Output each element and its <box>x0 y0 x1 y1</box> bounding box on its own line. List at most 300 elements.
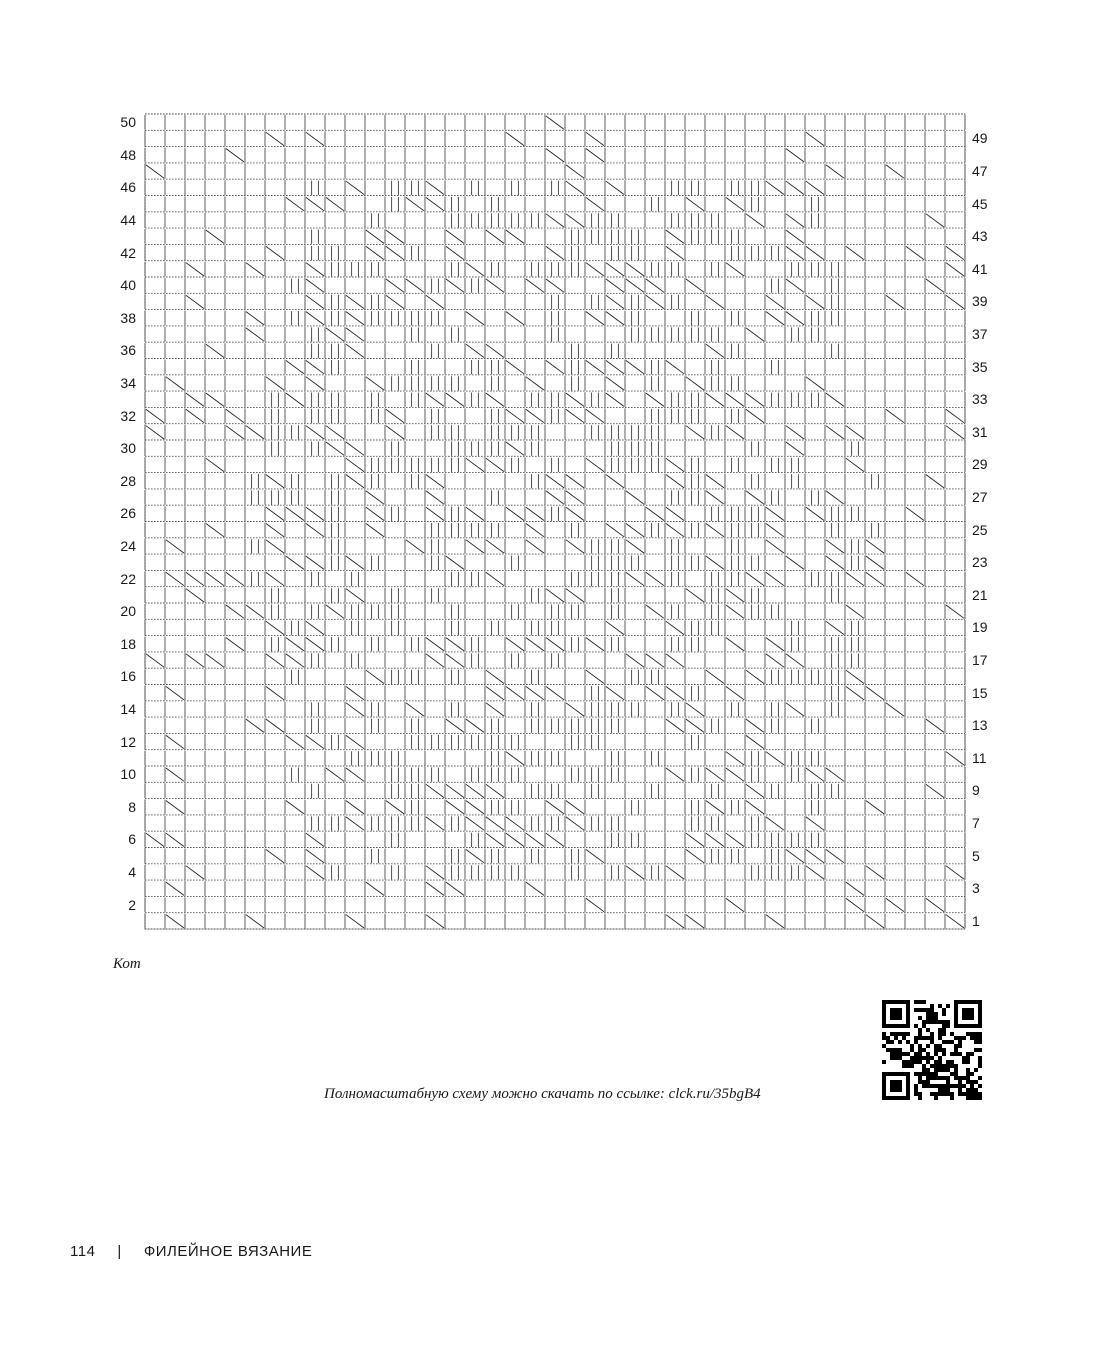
diagonal-stitch <box>586 149 604 162</box>
page-footer <box>70 1243 312 1260</box>
qr-module <box>926 1076 930 1080</box>
qr-module <box>954 1084 958 1088</box>
diagonal-stitch <box>506 230 524 243</box>
diagonal-stitch <box>326 426 344 439</box>
diagonal-stitch <box>566 703 584 716</box>
diagonal-stitch <box>486 279 504 292</box>
row-number-label: 11 <box>972 749 987 766</box>
qr-module <box>970 1096 974 1100</box>
diagonal-stitch <box>346 556 364 569</box>
diagonal-stitch <box>306 621 324 634</box>
diagonal-stitch <box>466 507 484 520</box>
qr-module <box>894 1056 898 1060</box>
diagonal-stitch <box>546 279 564 292</box>
qr-module <box>902 1064 906 1068</box>
qr-module <box>958 1092 962 1096</box>
diagonal-stitch <box>726 263 744 276</box>
qr-module <box>926 1020 930 1024</box>
diagonal-stitch <box>386 801 404 814</box>
qr-module <box>918 1016 922 1020</box>
diagonal-stitch <box>626 540 644 553</box>
diagonal-stitch <box>546 687 564 700</box>
qr-module <box>974 1068 978 1072</box>
diagonal-stitch <box>586 263 604 276</box>
diagonal-stitch <box>506 409 524 422</box>
qr-module <box>962 1076 966 1080</box>
diagonal-stitch <box>626 279 644 292</box>
diagonal-stitch <box>266 572 284 585</box>
diagonal-stitch <box>766 524 784 537</box>
page-number: 114 <box>70 1243 96 1260</box>
qr-module <box>978 1084 982 1088</box>
diagonal-stitch <box>426 491 444 504</box>
qr-module <box>974 1048 978 1052</box>
row-number-label: 18 <box>120 635 136 652</box>
diagonal-stitch <box>326 605 344 618</box>
diagonal-stitch <box>686 198 704 211</box>
diagonal-stitch <box>346 817 364 830</box>
qr-module <box>970 1036 974 1040</box>
row-number-label: 15 <box>972 684 988 701</box>
qr-module <box>926 1080 930 1084</box>
qr-module <box>966 1068 970 1072</box>
diagonal-stitch <box>646 507 664 520</box>
qr-module <box>926 1016 930 1020</box>
row-number-label: 20 <box>120 603 136 620</box>
diagonal-stitch <box>826 768 844 781</box>
qr-module <box>934 1020 938 1024</box>
qr-module <box>914 1040 918 1044</box>
qr-module <box>942 1008 946 1012</box>
qr-module <box>942 1068 946 1072</box>
diagonal-stitch <box>646 687 664 700</box>
diagonal-stitch <box>666 687 684 700</box>
diagonal-stitch <box>786 850 804 863</box>
qr-module <box>926 1044 930 1048</box>
diagonal-stitch <box>166 687 184 700</box>
diagonal-stitch <box>326 442 344 455</box>
section-title: ФИЛЕЙНОЕ ВЯЗАНИЕ <box>143 1243 313 1260</box>
qr-module <box>938 1092 942 1096</box>
row-number-label: 29 <box>972 456 988 473</box>
qr-module <box>942 1092 946 1096</box>
row-number-label: 42 <box>120 244 136 261</box>
diagonal-stitch <box>686 589 704 602</box>
diagonal-stitch <box>626 654 644 667</box>
qr-module <box>966 1076 970 1080</box>
qr-module <box>974 1032 978 1036</box>
qr-module <box>958 1080 962 1084</box>
diagonal-stitch <box>306 377 324 390</box>
diagonal-stitch <box>266 246 284 259</box>
row-number-label: 2 <box>128 896 136 913</box>
qr-module <box>894 1048 898 1052</box>
qr-module <box>978 1076 982 1080</box>
diagonal-stitch <box>246 312 264 325</box>
diagonal-stitch <box>806 507 824 520</box>
diagonal-stitch <box>586 312 604 325</box>
diagonal-stitch <box>226 426 244 439</box>
row-number-label: 40 <box>120 277 136 294</box>
diagonal-stitch <box>266 540 284 553</box>
diagonal-stitch <box>466 263 484 276</box>
diagonal-stitch <box>746 735 764 748</box>
diagonal-stitch <box>526 409 544 422</box>
qr-module <box>914 1088 918 1092</box>
diagonal-stitch <box>266 507 284 520</box>
diagonal-stitch <box>406 540 424 553</box>
diagonal-stitch <box>706 491 724 504</box>
qr-finder-pattern <box>890 1008 902 1020</box>
row-number-label: 44 <box>120 211 136 228</box>
diagonal-stitch <box>706 295 724 308</box>
diagonal-stitch <box>346 181 364 194</box>
row-number-label: 23 <box>972 554 988 571</box>
diagonal-stitch <box>486 393 504 406</box>
qr-module <box>934 1096 938 1100</box>
qr-module <box>902 1032 906 1036</box>
diagonal-stitch <box>426 882 444 895</box>
row-number-label: 24 <box>120 537 136 554</box>
qr-module <box>958 1040 962 1044</box>
diagonal-stitch <box>466 719 484 732</box>
qr-module <box>918 1060 922 1064</box>
qr-module <box>926 1028 930 1032</box>
qr-module <box>930 1020 934 1024</box>
diagonal-stitch <box>686 377 704 390</box>
row-number-label: 7 <box>972 815 980 832</box>
diagonal-stitch <box>746 801 764 814</box>
footer-separator: | <box>117 1243 122 1260</box>
diagonal-stitch <box>346 458 364 471</box>
qr-module <box>914 1036 918 1040</box>
diagonal-stitch <box>726 898 744 911</box>
diagonal-stitch <box>746 670 764 683</box>
diagonal-stitch <box>246 605 264 618</box>
qr-module <box>942 1064 946 1068</box>
diagonal-stitch <box>166 377 184 390</box>
diagonal-stitch <box>206 524 224 537</box>
diagonal-stitch <box>486 670 504 683</box>
qr-module <box>930 1056 934 1060</box>
qr-module <box>906 1052 910 1056</box>
qr-module <box>898 1032 902 1036</box>
diagonal-stitch <box>666 768 684 781</box>
diagonal-stitch <box>606 377 624 390</box>
qr-module <box>934 1084 938 1088</box>
diagonal-stitch <box>166 768 184 781</box>
diagonal-stitch <box>406 703 424 716</box>
qr-code-icon[interactable] <box>882 1000 982 1100</box>
diagonal-stitch <box>726 833 744 846</box>
diagonal-stitch <box>526 638 544 651</box>
diagonal-stitch <box>206 654 224 667</box>
diagonal-stitch <box>686 850 704 863</box>
qr-module <box>978 1092 982 1096</box>
qr-module <box>950 1052 954 1056</box>
diagonal-stitch <box>366 670 384 683</box>
qr-module <box>930 1084 934 1088</box>
diagonal-stitch <box>426 866 444 879</box>
qr-module <box>926 1068 930 1072</box>
qr-module <box>930 1016 934 1020</box>
diagonal-stitch <box>666 361 684 374</box>
diagonal-stitch <box>526 377 544 390</box>
diagonal-stitch <box>286 556 304 569</box>
qr-module <box>882 1036 886 1040</box>
diagonal-stitch <box>506 638 524 651</box>
diagonal-stitch <box>426 295 444 308</box>
qr-module <box>906 1060 910 1064</box>
qr-module <box>886 1040 890 1044</box>
row-number-label: 39 <box>972 293 988 310</box>
diagonal-stitch <box>346 589 364 602</box>
qr-finder-pattern <box>890 1080 902 1092</box>
row-number-label: 26 <box>120 505 136 522</box>
diagonal-stitch <box>646 654 664 667</box>
qr-module <box>938 1068 942 1072</box>
diagonal-stitch <box>226 605 244 618</box>
diagonal-stitch <box>566 540 584 553</box>
diagonal-stitch <box>806 295 824 308</box>
diagonal-stitch <box>446 393 464 406</box>
diagonal-stitch <box>546 214 564 227</box>
diagonal-stitch <box>366 491 384 504</box>
qr-module <box>926 1008 930 1012</box>
diagonal-stitch <box>306 850 324 863</box>
row-number-label: 4 <box>128 863 136 880</box>
diagonal-stitch <box>946 246 964 259</box>
diagonal-stitch <box>166 833 184 846</box>
row-number-label: 27 <box>972 489 988 506</box>
diagonal-stitch <box>766 181 784 194</box>
qr-module <box>922 1024 926 1028</box>
qr-module <box>922 1064 926 1068</box>
diagonal-stitch <box>846 670 864 683</box>
diagonal-stitch <box>946 409 964 422</box>
diagonal-stitch <box>746 328 764 341</box>
download-link-text[interactable]: Полномасштабную схему можно скачать по ссылке: clck.ru/35bgB4 <box>324 1086 761 1102</box>
qr-module <box>942 1040 946 1044</box>
diagonal-stitch <box>266 524 284 537</box>
diagonal-stitch <box>166 882 184 895</box>
diagonal-stitch <box>586 898 604 911</box>
diagonal-stitch <box>726 589 744 602</box>
diagonal-stitch <box>426 475 444 488</box>
qr-module <box>946 1092 950 1096</box>
diagonal-stitch <box>546 246 564 259</box>
diagonal-stitch <box>326 198 344 211</box>
qr-module <box>938 1076 942 1080</box>
diagonal-stitch <box>346 312 364 325</box>
diagonal-stitch <box>826 491 844 504</box>
qr-module <box>958 1076 962 1080</box>
diagonal-stitch <box>706 475 724 488</box>
qr-module <box>958 1044 962 1048</box>
qr-module <box>954 1048 958 1052</box>
diagonal-stitch <box>886 703 904 716</box>
diagonal-stitch <box>766 654 784 667</box>
qr-module <box>918 1028 922 1032</box>
diagonal-stitch <box>206 458 224 471</box>
qr-module <box>922 1084 926 1088</box>
qr-module <box>954 1076 958 1080</box>
qr-module <box>978 1036 982 1040</box>
diagonal-stitch <box>466 312 484 325</box>
qr-module <box>946 1064 950 1068</box>
diagonal-stitch <box>606 263 624 276</box>
diagonal-stitch <box>426 915 444 928</box>
qr-module <box>938 1048 942 1052</box>
qr-module <box>950 1064 954 1068</box>
diagonal-stitch <box>306 866 324 879</box>
qr-module <box>978 1040 982 1044</box>
diagonal-stitch <box>846 898 864 911</box>
qr-module <box>918 1044 922 1048</box>
diagonal-stitch <box>746 214 764 227</box>
qr-module <box>918 1080 922 1084</box>
qr-module <box>970 1084 974 1088</box>
qr-module <box>934 1044 938 1048</box>
qr-module <box>966 1060 970 1064</box>
qr-module <box>926 1052 930 1056</box>
qr-module <box>942 1032 946 1036</box>
diagonal-stitch <box>466 458 484 471</box>
diagonal-stitch <box>746 572 764 585</box>
qr-module <box>958 1088 962 1092</box>
diagonal-stitch <box>626 866 644 879</box>
diagonal-stitch <box>286 361 304 374</box>
diagonal-stitch <box>526 833 544 846</box>
qr-module <box>922 1056 926 1060</box>
diagonal-stitch <box>486 833 504 846</box>
row-number-label: 25 <box>972 521 988 538</box>
diagonal-stitch <box>246 719 264 732</box>
diagonal-stitch <box>506 833 524 846</box>
diagonal-stitch <box>266 621 284 634</box>
qr-module <box>934 1060 938 1064</box>
diagonal-stitch <box>646 572 664 585</box>
qr-module <box>938 1060 942 1064</box>
qr-module <box>914 1008 918 1012</box>
diagonal-stitch <box>586 409 604 422</box>
diagonal-stitch <box>766 638 784 651</box>
qr-module <box>974 1080 978 1084</box>
diagonal-stitch <box>266 719 284 732</box>
diagonal-stitch <box>306 132 324 145</box>
qr-module <box>914 1000 918 1004</box>
diagonal-stitch <box>386 279 404 292</box>
qr-module <box>950 1084 954 1088</box>
diagonal-stitch <box>246 426 264 439</box>
diagonal-stitch <box>866 556 884 569</box>
qr-module <box>958 1084 962 1088</box>
diagonal-stitch <box>486 703 504 716</box>
diagonal-stitch <box>926 784 944 797</box>
diagonal-stitch <box>746 719 764 732</box>
diagonal-stitch <box>286 198 304 211</box>
qr-module <box>974 1092 978 1096</box>
chart-caption: Кот <box>113 956 141 972</box>
diagonal-stitch <box>606 524 624 537</box>
diagonal-stitch <box>786 149 804 162</box>
qr-module <box>966 1088 970 1092</box>
diagonal-stitch <box>206 393 224 406</box>
diagonal-stitch <box>766 572 784 585</box>
diagonal-stitch <box>426 654 444 667</box>
diagonal-stitch <box>666 507 684 520</box>
qr-module <box>914 1056 918 1060</box>
qr-module <box>898 1056 902 1060</box>
diagonal-stitch <box>426 198 444 211</box>
diagonal-stitch <box>166 540 184 553</box>
diagonal-stitch <box>666 654 684 667</box>
diagonal-stitch <box>426 817 444 830</box>
row-number-label: 33 <box>972 391 988 408</box>
diagonal-stitch <box>946 263 964 276</box>
qr-module <box>906 1032 910 1036</box>
diagonal-stitch <box>826 393 844 406</box>
diagonal-stitch <box>786 442 804 455</box>
qr-module <box>914 1052 918 1056</box>
qr-module <box>942 1028 946 1032</box>
qr-module <box>914 1072 918 1076</box>
diagonal-stitch <box>166 915 184 928</box>
diagonal-stitch <box>186 393 204 406</box>
qr-module <box>882 1044 886 1048</box>
diagonal-stitch <box>826 426 844 439</box>
diagonal-stitch <box>686 719 704 732</box>
diagonal-stitch <box>246 915 264 928</box>
diagonal-stitch <box>826 850 844 863</box>
diagonal-stitch <box>866 866 884 879</box>
diagonal-stitch <box>146 654 164 667</box>
qr-module <box>886 1036 890 1040</box>
diagonal-stitch <box>666 866 684 879</box>
qr-module <box>978 1048 982 1052</box>
diagonal-stitch <box>366 246 384 259</box>
qr-module <box>970 1088 974 1092</box>
row-number-label: 34 <box>120 374 136 391</box>
diagonal-stitch <box>926 719 944 732</box>
qr-module <box>970 1072 974 1076</box>
diagonal-stitch <box>926 898 944 911</box>
diagonal-stitch <box>846 605 864 618</box>
diagonal-stitch <box>666 524 684 537</box>
qr-module <box>882 1060 886 1064</box>
qr-module <box>922 1000 926 1004</box>
diagonal-stitch <box>566 165 584 178</box>
qr-module <box>946 1088 950 1092</box>
diagonal-stitch <box>446 719 464 732</box>
diagonal-stitch <box>446 784 464 797</box>
qr-module <box>894 1052 898 1056</box>
qr-module <box>930 1036 934 1040</box>
diagonal-stitch <box>626 572 644 585</box>
diagonal-stitch <box>786 703 804 716</box>
qr-module <box>978 1064 982 1068</box>
qr-module <box>922 1072 926 1076</box>
diagonal-stitch <box>666 915 684 928</box>
qr-module <box>954 1072 958 1076</box>
diagonal-stitch <box>466 801 484 814</box>
qr-module <box>978 1060 982 1064</box>
diagonal-stitch <box>686 915 704 928</box>
diagonal-stitch <box>506 312 524 325</box>
qr-module <box>978 1056 982 1060</box>
diagonal-stitch <box>946 752 964 765</box>
diagonal-stitch <box>346 295 364 308</box>
